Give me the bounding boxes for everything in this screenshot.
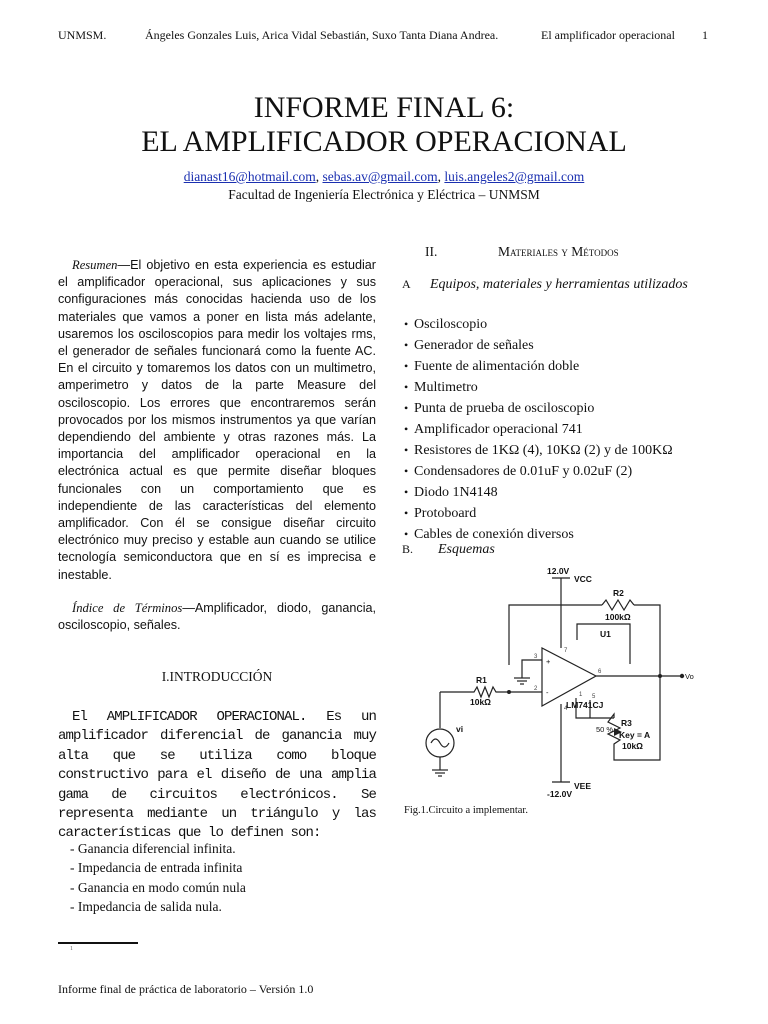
- introduction-paragraph: [58, 708, 376, 844]
- header-university: UNMSM.: [58, 28, 107, 42]
- abstract-label: Resumen: [72, 258, 118, 272]
- r3-key-label: Key = A: [619, 730, 651, 740]
- pin-label: 1: [579, 692, 583, 698]
- pin-label: 5: [592, 694, 596, 700]
- subsection-b-title: Esquemas: [438, 542, 495, 557]
- list-item: - Ganancia en modo común nula: [70, 878, 370, 897]
- header-topic: El amplificador operacional: [541, 28, 675, 42]
- subsection-a: [402, 276, 702, 293]
- r2-label: R2: [613, 588, 624, 598]
- list-item: • Fuente de alimentación doble: [402, 356, 742, 377]
- paper-title-line-1: INFORME FINAL 6:: [253, 91, 515, 124]
- vcc-value-label: 12.0V: [547, 566, 570, 576]
- r3-percent-label: 50 %: [596, 725, 614, 734]
- email-separator: ,: [437, 169, 445, 184]
- minus-sign: -: [546, 688, 549, 697]
- subsection-a-title: Equipos, materiales y herramientas utilizados: [430, 277, 688, 292]
- output-node: [680, 674, 684, 678]
- introduction-heading: I.INTRODUCCIÓN: [161, 669, 273, 684]
- introduction-text: El AMPLIFICADOR OPERACIONAL. Es un amplificador diferencial de ganancia muy alta que se utiliza como bloque constructivo para el diseño de una amplia gama de circuitos electrónicos. Se representa mediante un triángulo y las características que lo definen son:: [58, 709, 376, 842]
- u1-label: U1: [600, 629, 611, 639]
- email-link-1[interactable]: dianast16@hotmail.com: [183, 169, 316, 184]
- r1-label: R1: [476, 675, 487, 685]
- footnote-mark: 1: [70, 946, 73, 952]
- source-label: vi: [456, 724, 464, 734]
- list-item: • Generador de señales: [402, 335, 742, 356]
- email-link-2[interactable]: sebas.av@gmail.com: [322, 169, 438, 184]
- index-terms-label: Índice de Términos: [72, 601, 183, 615]
- r2-resistor: [602, 600, 634, 610]
- pin-label: 6: [598, 669, 602, 675]
- circuit-schematic: [400, 560, 700, 805]
- r1-value: 10kΩ: [470, 697, 491, 707]
- list-item: • Condensadores de 0.01uF y 0.02uF (2): [402, 461, 742, 482]
- email-link-3[interactable]: luis.angeles2@gmail.com: [444, 169, 585, 184]
- r3-value: 10kΩ: [622, 741, 643, 751]
- r3-label: R3: [621, 718, 632, 728]
- properties-list: [70, 839, 370, 917]
- footnote-rule: [58, 942, 138, 944]
- abstract-text: —El objetivo en esta experiencia es estudiar el amplificador operacional, sus aplicaciones y sus configuraciones más conocidas hacienda uso de los materiales que vamos a poner en lista más adelante, usaremos los osciloscopios para medir los voltajes rms, el generador de señales funcionará como la fuente AC. En el circuito y tomaremos los datos con un multimetro, amperimetro y datos de la parte Measure del osciloscopio. Los errores que encontraremos serán provocados por los mismos instrumentos ya que varían dependiendo del ambiente y otras razones más. La importancia del amplificador operacional en la electrónica actual es que permite diseñar bloques funcionales con un comportamiento que es independiente de las características del elemento amplificador. Con él se consigue diseñar circuito electrónico muy preciso y estable aun cuando se utilice tecnología semiconductora que en sí es imprecisa e inestable.: [58, 258, 376, 582]
- subsection-b-letter: B.: [402, 542, 414, 556]
- figure-caption: Fig.1.Circuito a implementar.: [404, 805, 528, 816]
- subsection-a-letter: A: [402, 277, 411, 291]
- list-item: • Multimetro: [402, 377, 742, 398]
- pin-label: 7: [564, 648, 568, 654]
- feedback-wire-right: [634, 605, 660, 676]
- header-authors: Ángeles Gonzales Luis, Arica Vidal Sebastián, Suxo Tanta Diana Andrea.: [145, 28, 499, 42]
- r1-resistor: [440, 687, 509, 697]
- vcc-label: VCC: [574, 574, 592, 584]
- junction-node: [507, 690, 511, 694]
- index-terms: [58, 600, 376, 634]
- list-item: - Ganancia diferencial infinita.: [70, 839, 370, 858]
- pin-label: 4: [564, 706, 568, 712]
- vee-value-label: -12.0V: [547, 789, 573, 799]
- feedback-wire-left: [509, 605, 602, 665]
- list-item: • Resistores de 1KΩ (4), 10KΩ (2) y de 100KΩ: [402, 440, 742, 461]
- sine-wave-icon: [431, 739, 449, 747]
- list-item: • Punta de prueba de osciloscopio: [402, 398, 742, 419]
- noninverting-input-wire: [522, 660, 542, 678]
- page-footer: Informe final de práctica de laboratorio – Versión 1.0: [58, 982, 314, 996]
- plus-sign: +: [546, 657, 551, 666]
- materials-list: [402, 314, 742, 545]
- abstract: [58, 257, 376, 584]
- output-label: Vo: [685, 672, 694, 681]
- pin-label: 2: [534, 686, 538, 692]
- list-item: - Impedancia de entrada infinita: [70, 858, 370, 877]
- r2-value: 100kΩ: [605, 612, 631, 622]
- opamp-model-label: LM741CJ: [566, 700, 604, 710]
- header-page-number: 1: [702, 28, 708, 42]
- list-item: • Osciloscopio: [402, 314, 742, 335]
- affiliation: Facultad de Ingeniería Electrónica y Eléctrica – UNMSM: [228, 187, 540, 202]
- author-emails: [0, 169, 768, 185]
- list-item: • Amplificador operacional 741: [402, 419, 742, 440]
- junction-node: [658, 674, 662, 678]
- list-item: • Diodo 1N4148: [402, 482, 742, 503]
- email-separator: ,: [315, 169, 323, 184]
- section-2-number: II.: [425, 244, 438, 259]
- pin-label: 3: [534, 654, 538, 660]
- index-terms-text: —Amplificador, diodo, ganancia, osciloscopio, señales.: [58, 601, 376, 633]
- vee-label: VEE: [574, 781, 592, 791]
- list-item: • Cables de conexión diversos: [402, 524, 742, 545]
- list-item: • Protoboard: [402, 503, 742, 524]
- list-item: - Impedancia de salida nula.: [70, 897, 370, 916]
- subsection-b: [402, 542, 495, 558]
- section-2-heading: Materiales y Métodos: [498, 244, 619, 259]
- paper-title-line-2: EL AMPLIFICADOR OPERACIONAL: [141, 125, 627, 158]
